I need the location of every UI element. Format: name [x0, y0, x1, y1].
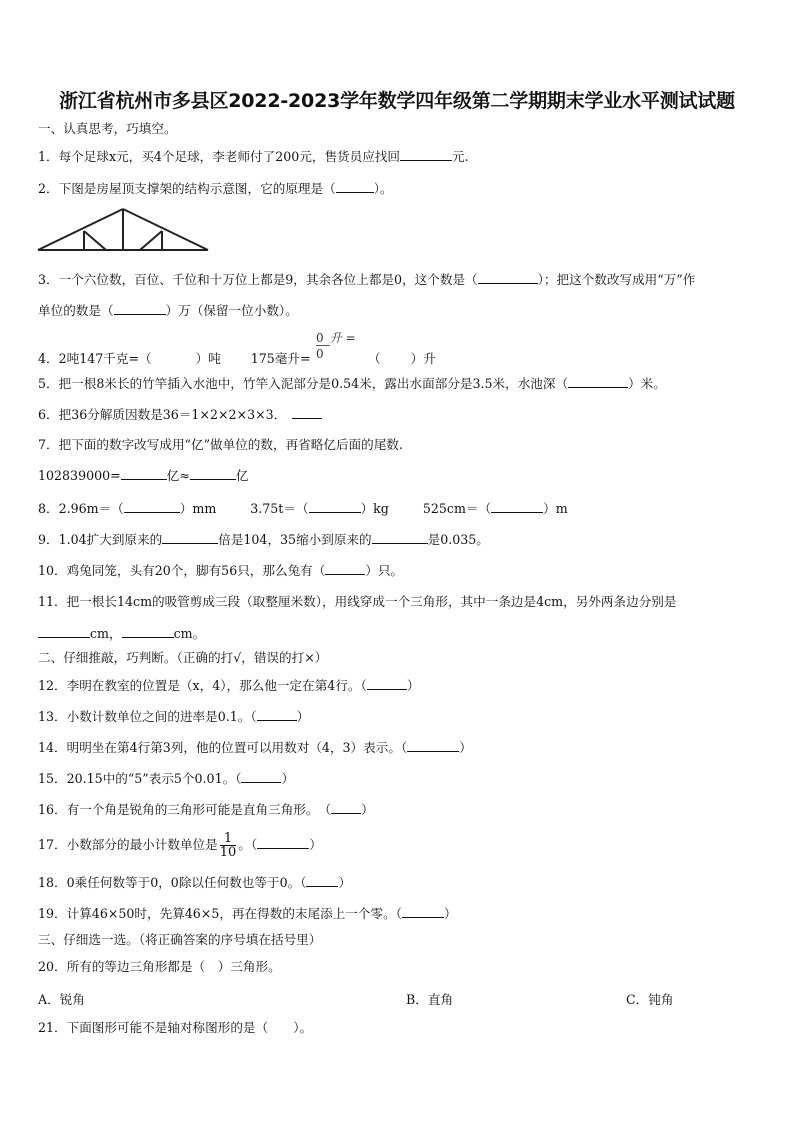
question-11-line-2: cm， cm。 [38, 625, 205, 642]
question-8: 8．2.96m＝（ ）mm 3.75t＝（ ）kg 525cm＝（ ）m [38, 501, 568, 516]
question-16: 16．有一个角是锐角的三角形可能是直角三角形。 （ ） [38, 802, 374, 817]
question-12: 12．李明在教室的位置是（x，4），那么他一定在第4行。（ ） [38, 678, 420, 693]
answer-blank[interactable] [367, 677, 407, 690]
question-6: 6．把36分解质因数是36＝1×2×2×3×3． [38, 406, 322, 423]
answer-blank[interactable] [400, 148, 452, 161]
question-3-line-1: 3．一个六位数，百位、千位和十万位上都是9，其余各位上都是0，这个数是（ ）；把这个数改写成用“万”作 [38, 272, 696, 287]
answer-blank[interactable] [292, 406, 322, 419]
question-9: 9．1.04扩大到原来的 倍是104，35缩小到原来的 是0.035。 [38, 532, 489, 547]
answer-blank[interactable] [241, 770, 281, 783]
question-7-line-2: 102839000= 亿≈ 亿 [38, 468, 249, 483]
answer-blank[interactable] [372, 531, 428, 544]
option-c[interactable]: C．钝角 [626, 992, 674, 1007]
question-3-line-2: 单位的数是（ ）万（保留一位小数）。 [38, 303, 298, 318]
answer-blank[interactable] [336, 180, 374, 193]
question-14: 14．明明坐在第4行第3列，他的位置可以用数对（4，3）表示。（ ） [38, 740, 472, 755]
answer-blank[interactable] [407, 739, 459, 752]
answer-blank[interactable] [124, 500, 180, 513]
question-11-line-1: 11．把一根长14cm的吸管剪成三段（取整厘米数），用线穿成一个三角形，其中一条边是4cm，另外两条边分别是 [38, 594, 677, 609]
question-7-line-1: 7．把下面的数字改写成用“亿”做单位的数，再省略亿后面的尾数. [38, 437, 403, 452]
page-title: 浙江省杭州市多县区2022-2023学年数学四年级第二学期期末学业水平测试试题 [59, 90, 735, 112]
answer-blank[interactable] [38, 625, 90, 638]
answer-blank[interactable] [162, 531, 218, 544]
answer-blank[interactable] [309, 500, 361, 513]
question-20: 20．所有的等边三角形都是（ ）三角形。 [38, 959, 281, 974]
option-a[interactable]: A．锐角 [38, 992, 85, 1007]
answer-blank[interactable] [491, 500, 543, 513]
section-3-heading: 三、仔细选一选。（将正确答案的序号填在括号里） [38, 932, 322, 947]
section-2-heading: 二、仔细推敲，巧判断。（正确的打√，错误的打×） [38, 650, 328, 665]
question-21: 21．下面图形可能不是轴对称图形的是（ ）。 [38, 1020, 313, 1035]
question-15: 15．20.15中的“5”表示5个0.01。（ ） [38, 771, 295, 786]
answer-blank[interactable] [331, 801, 361, 814]
answer-blank[interactable] [568, 375, 628, 388]
answer-blank[interactable] [402, 905, 444, 918]
question-1: 1．每个足球x元，买4个足球，李老师付了200元，售货员应找回 元. [38, 149, 469, 164]
question-13: 13．小数计数单位之间的进率是0.1。（ ） [38, 709, 310, 724]
answer-blank[interactable] [257, 836, 309, 849]
question-10: 10．鸡兔同笼，头有20个，脚有56只，那么兔有（ ）只。 [38, 563, 404, 578]
answer-blank[interactable] [478, 271, 538, 284]
question-18: 18．0乘任何数等于0，0除以任何数也等于0。（ ） [38, 875, 352, 890]
answer-blank[interactable] [122, 625, 174, 638]
answer-blank[interactable] [306, 874, 338, 887]
question-2: 2．下图是房屋顶支撑架的结构示意图，它的原理是（ ）。 [38, 181, 393, 196]
question-4: 4．2吨147千克=（ ）吨 175毫升= [38, 351, 311, 366]
roof-truss-diagram [36, 205, 212, 255]
answer-blank[interactable] [325, 562, 365, 575]
section-1-heading: 一、认真思考，巧填空。 [38, 121, 177, 136]
question-19: 19．计算46×50时，先算46×5，再在得数的末尾添上一个零。（ ） [38, 906, 457, 921]
answer-blank[interactable] [121, 467, 167, 480]
question-5: 5．把一根8米长的竹竿插入水池中，竹竿入泥部分是0.54米，露出水面部分是3.5米，水池深（ ）米。 [38, 376, 666, 391]
broken-fraction: 0 升 = [316, 331, 356, 345]
answer-blank[interactable] [257, 708, 297, 721]
option-b[interactable]: B．直角 [406, 992, 454, 1007]
answer-blank[interactable] [114, 302, 166, 315]
exam-page: 浙江省杭州市多县区2022-2023学年数学四年级第二学期期末学业水平测试试题 一、认真思考，巧填空。 1．每个足球x元，买4个足球，李老师付了200元，售货员应找回 元. 2．下图是房屋顶支撑架的结构示意图，它的原理是（ ）。 3．一个六位数，百位、千位和十万位上都是9，其余各位上都是0，这个数是（ ）；把这个数改写成用“万”作 单位的数是（ ）万（保留一位小数）。 4．2吨147千克=（ ）吨 175毫升= 0 升 = 0 （ ）升 5．把一根8米长的竹竿插入水池中，竹竿入泥部分是0.54米，露出水面部分是3.5米，水池深（ ）米。 6．把36分解质因数是36＝1×2×2×3×3． 7．把下面的数字改写成用“亿”做单位的数，再省略亿后面的尾数. 102839000= 亿≈ 亿 8．2.96m＝（ ）mm 3.75t＝（ ）kg 525cm＝（ ）m 9．1.04扩大到原来的 倍是104，35缩小到原来的 是0.035。 10．鸡兔同笼，头有20个，脚有56只，那么兔有（ ）只。 11．把一根长14cm的吸管剪成三段（取整厘米数），用线穿成一个三角形，其中一条边是4cm，另外两条边分别是 cm， cm。 二、仔细推敲，巧判断。（正确的打√，错误的打×） 12．李明在教室的位置是（x，4），那么他一定在第4行。（ ） 13．小数计数单位之间的进率是0.1。（ ） 14．明明坐在第4行第3列，他的位置可以用数对（4，3）表示。（ ） 15．20.15中的“5”表示5个0.01。（ ） 16．有一个角是锐角的三角形可能是直角三角形。 （ ） 17．小数部分的最小计数单位是 $\frac{1}{10}$ 。（ ） 18．0乘任何数等于0，0除以任何数也等于0。（ ） 19．计算46×50时，先算46×5，再在得数的末尾添上一个零。（ ） 三、仔细选一选。（将正确答案的序号填在括号里） 20．所有的等边三角形都是（ ）三角形。 A．锐角 B．直角 C．钝角 21．下面图形可能不是轴对称图形的是（ ）。 [0, 0, 794, 1123]
question-17: 17．小数部分的最小计数单位是 $\frac{1}{10}$ 。（ ） [38, 831, 322, 860]
fraction-one-tenth: $\frac{1}{10}$ [219, 831, 237, 860]
answer-blank[interactable] [190, 467, 236, 480]
